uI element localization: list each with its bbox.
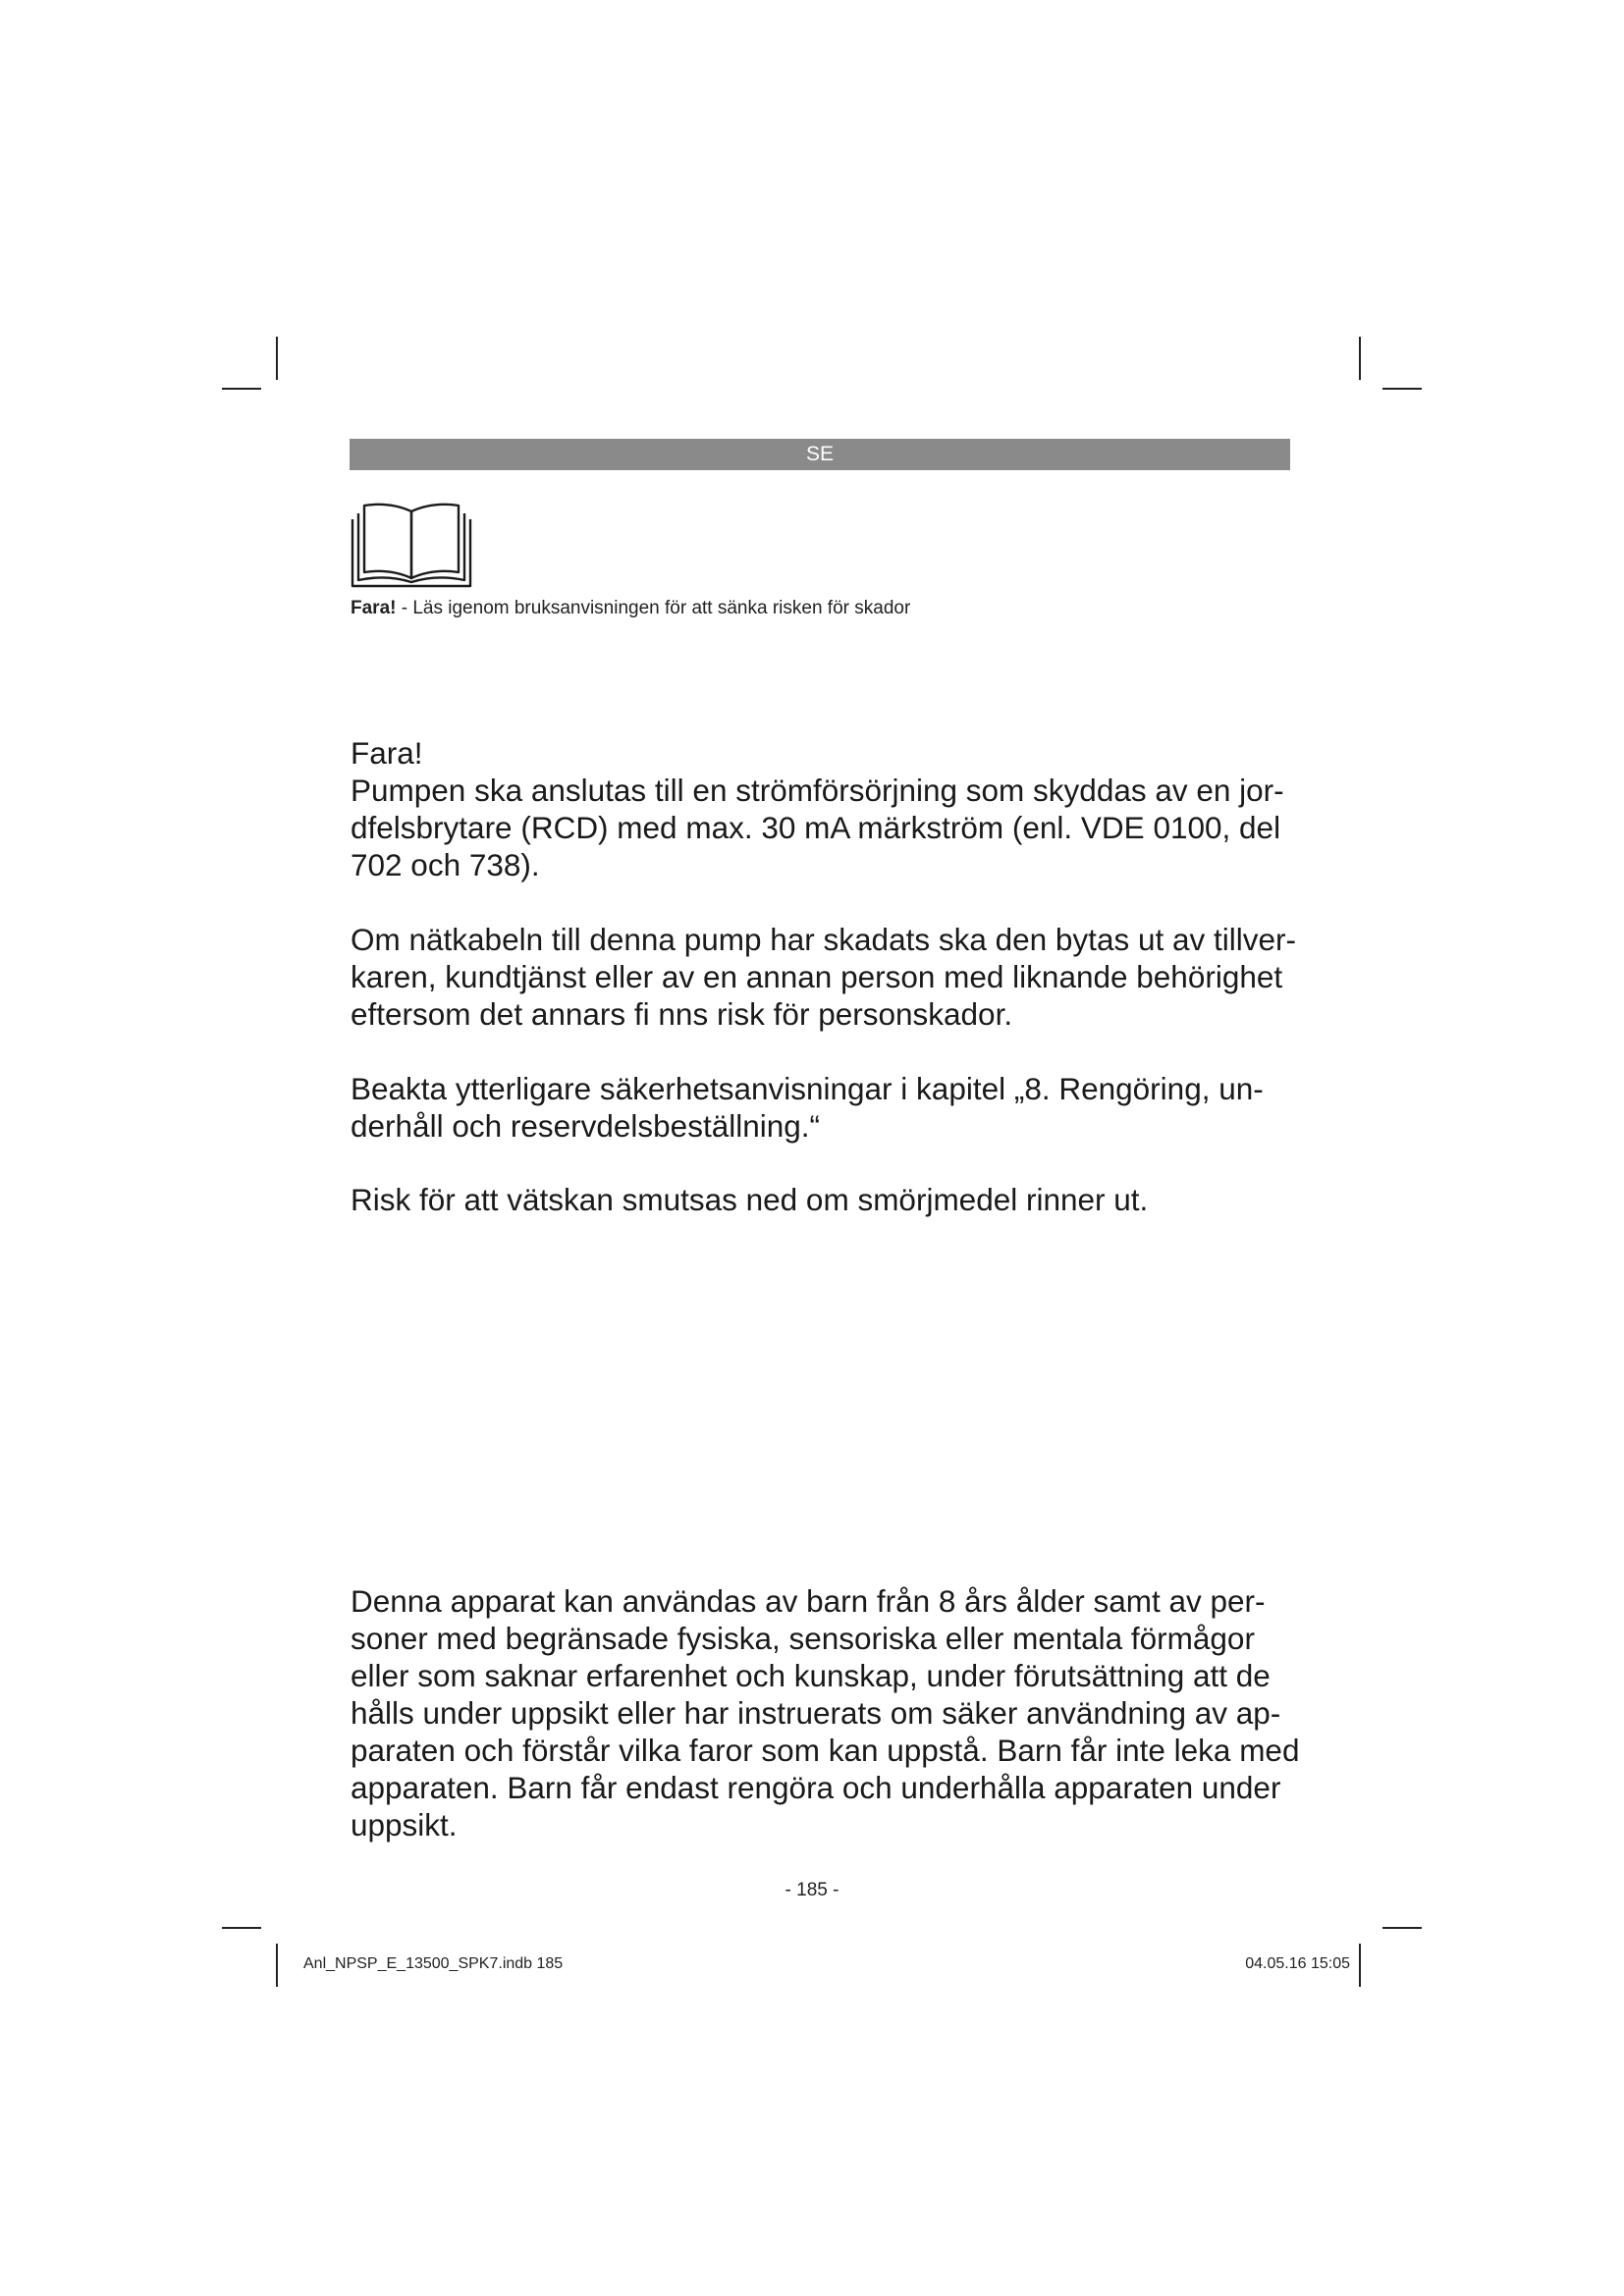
print-file-name: Anl_NPSP_E_13500_SPK7.indb 185 xyxy=(303,1955,564,1972)
section-line: apparaten. Barn får endast rengöra och underhålla apparaten under xyxy=(351,1770,1281,1805)
warning-caption-bold: Fara! xyxy=(351,598,397,618)
section-line: Denna apparat kan användas av barn från 8 års ålder samt av per- xyxy=(351,1583,1266,1619)
crop-mark-bottom-right-horizontal xyxy=(1382,1927,1422,1929)
crop-mark-bottom-left-vertical xyxy=(276,1944,278,1987)
language-code: SE xyxy=(805,443,834,465)
section-line: Fara! xyxy=(351,735,423,771)
read-manual-warning xyxy=(351,598,910,619)
section-line: uppsikt. xyxy=(351,1807,458,1842)
crop-mark-bottom-left-horizontal xyxy=(222,1927,261,1929)
open-book-icon xyxy=(351,502,472,588)
further-safety-section xyxy=(351,1070,1264,1145)
crop-mark-top-left-horizontal xyxy=(222,388,261,390)
section-line: Om nätkabeln till denna pump har skadats ska den bytas ut av tillver- xyxy=(351,922,1296,957)
crop-mark-top-right-vertical xyxy=(1359,337,1361,380)
section-line: eftersom det annars fi nns risk för personskador. xyxy=(351,996,1013,1032)
language-header-bar xyxy=(350,439,1290,470)
section-line: paraten och förstår vilka faror som kan uppstå. Barn får inte leka med xyxy=(351,1733,1300,1768)
children-usage-section xyxy=(351,1582,1299,1843)
section-line: hålls under uppsikt eller har instruerats om säker användning av ap- xyxy=(351,1695,1281,1731)
page-number: - 185 - xyxy=(785,1880,839,1900)
crop-mark-top-left-vertical xyxy=(276,337,278,380)
section-line: soner med begränsade fysiska, sensoriska eller mentala förmågor xyxy=(351,1621,1255,1656)
section-line: derhåll och reservdelsbeställning.“ xyxy=(351,1108,821,1144)
lubricant-risk-section xyxy=(351,1181,1148,1218)
section-line: 702 och 738). xyxy=(351,847,540,882)
section-line: Risk för att vätskan smutsas ned om smörjmedel rinner ut. xyxy=(351,1182,1149,1217)
section-line: Beakta ytterligare säkerhetsanvisningar i kapitel „8. Rengöring, un- xyxy=(351,1071,1264,1106)
crop-mark-bottom-right-vertical xyxy=(1359,1944,1361,1987)
print-date-time: 04.05.16 15:05 xyxy=(1245,1955,1350,1972)
section-line: eller som saknar erfarenhet och kunskap, under förutsättning att de xyxy=(351,1658,1271,1693)
power-cable-section xyxy=(351,921,1296,1033)
warning-caption-text: - Läs igenom bruksanvisningen för att sänka risken för skador xyxy=(396,598,911,618)
section-line: karen, kundtjänst eller av en annan person med liknande behörighet xyxy=(351,959,1283,994)
section-line: dfelsbrytare (RCD) med max. 30 mA märkström (enl. VDE 0100, del xyxy=(351,810,1281,845)
crop-mark-top-right-horizontal xyxy=(1382,388,1422,390)
danger-electrical-section xyxy=(351,734,1284,883)
section-line: Pumpen ska anslutas till en strömförsörjning som skyddas av en jor- xyxy=(351,773,1284,808)
